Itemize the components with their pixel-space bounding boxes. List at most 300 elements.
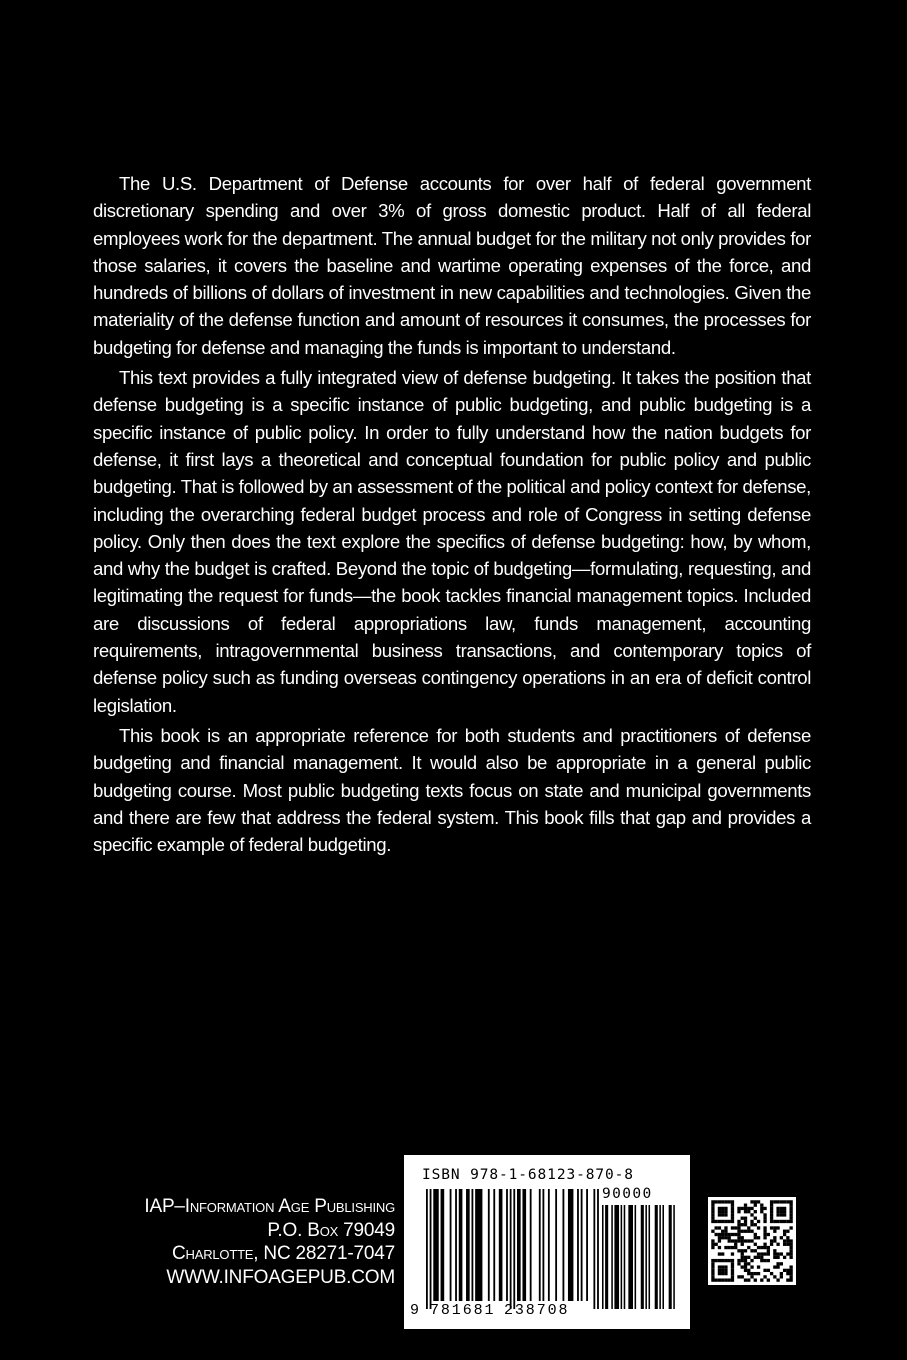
qr-module [763, 1230, 766, 1233]
qr-module [783, 1269, 786, 1272]
addon-barcode-bar [659, 1205, 661, 1309]
qr-module [763, 1213, 766, 1216]
addon-barcode-bar [628, 1205, 633, 1309]
barcode-digits-left: 781681 [430, 1302, 496, 1319]
qr-module [711, 1265, 714, 1268]
qr-module [780, 1207, 783, 1210]
qr-module [760, 1252, 763, 1255]
qr-module [741, 1259, 744, 1262]
addon-barcode-bar [645, 1205, 647, 1309]
qr-module [776, 1226, 779, 1229]
qr-module [750, 1275, 753, 1278]
qr-module [783, 1233, 786, 1236]
qr-module [721, 1272, 724, 1275]
qr-module [724, 1236, 727, 1239]
qr-module [770, 1226, 773, 1229]
qr-module [724, 1210, 727, 1213]
qr-module [754, 1210, 757, 1213]
qr-module [711, 1275, 714, 1278]
qr-module [789, 1256, 792, 1259]
qr-module [776, 1220, 779, 1223]
qr-module [786, 1278, 789, 1281]
qr-module [744, 1239, 747, 1242]
qr-module [750, 1230, 753, 1233]
qr-module [763, 1252, 766, 1255]
blurb-paragraph-1: The U.S. Department of Defense accounts for over half of federal government discretionary spending and over 3% of gross domestic product. Half of all federal employees work for the department. The annual budget for the military not only provides for those salaries, it covers the baseline and wartime operating expenses of the force, and hundreds of billions of dollars of investment in new capabilities and technologies. Given the materiality of the defense function and amount of resources it consumes, the processes for budgeting for defense and managing the funds is important to understand. [93, 173, 811, 358]
qr-module [724, 1220, 727, 1223]
qr-module [786, 1272, 789, 1275]
qr-module [718, 1252, 721, 1255]
qr-module [754, 1278, 757, 1281]
qr-module [757, 1256, 760, 1259]
qr-module [734, 1226, 737, 1229]
addon-barcode-bar [635, 1205, 637, 1309]
qr-module [757, 1272, 760, 1275]
qr-module [744, 1265, 747, 1268]
qr-module [721, 1252, 724, 1255]
qr-module [731, 1246, 734, 1249]
qr-module [744, 1207, 747, 1210]
qr-module [789, 1243, 792, 1246]
barcode-guard-bar [593, 1189, 595, 1309]
qr-module [754, 1272, 757, 1275]
barcode-bar [568, 1189, 573, 1301]
qr-module [741, 1207, 744, 1210]
publisher-address [70, 1195, 395, 1289]
qr-module [763, 1236, 766, 1239]
qr-module [757, 1200, 760, 1203]
qr-module [760, 1256, 763, 1259]
qr-module [763, 1233, 766, 1236]
qr-module [721, 1233, 724, 1236]
qr-module [754, 1233, 757, 1236]
qr-module [741, 1239, 744, 1242]
qr-module [711, 1272, 714, 1275]
qr-module [747, 1210, 750, 1213]
qr-module [776, 1200, 779, 1203]
qr-module [711, 1220, 714, 1223]
qr-module [721, 1230, 724, 1233]
qr-module [780, 1210, 783, 1213]
barcode-bar [475, 1189, 482, 1301]
qr-module [737, 1220, 740, 1223]
qr-module [737, 1230, 740, 1233]
qr-module [747, 1278, 750, 1281]
qr-module [711, 1207, 714, 1210]
qr-module [711, 1204, 714, 1207]
qr-module [786, 1269, 789, 1272]
qr-module [711, 1210, 714, 1213]
qr-module [721, 1210, 724, 1213]
qr-module [780, 1220, 783, 1223]
qr-module [741, 1223, 744, 1226]
qr-module [737, 1236, 740, 1239]
qr-module [718, 1269, 721, 1272]
qr-module [757, 1252, 760, 1255]
qr-module [767, 1278, 770, 1281]
qr-module [731, 1220, 734, 1223]
qr-module [750, 1223, 753, 1226]
qr-module [737, 1210, 740, 1213]
qr-module [760, 1246, 763, 1249]
qr-module [715, 1233, 718, 1236]
qr-module [776, 1262, 779, 1265]
qr-module [728, 1259, 731, 1262]
qr-module [728, 1220, 731, 1223]
qr-module [789, 1275, 792, 1278]
qr-module [747, 1262, 750, 1265]
qr-module [783, 1200, 786, 1203]
qr-module [783, 1220, 786, 1223]
qr-module [789, 1220, 792, 1223]
qr-module [770, 1243, 773, 1246]
qr-module [789, 1226, 792, 1229]
qr-module [741, 1236, 744, 1239]
qr-module [737, 1223, 740, 1226]
qr-module [744, 1204, 747, 1207]
qr-module [789, 1246, 792, 1249]
qr-module [760, 1259, 763, 1262]
qr-module [750, 1249, 753, 1252]
qr-module [737, 1275, 740, 1278]
qr-module [724, 1200, 727, 1203]
qr-module [721, 1207, 724, 1210]
qr-module [750, 1259, 753, 1262]
qr-module [786, 1236, 789, 1239]
barcode-bar [522, 1189, 526, 1301]
qr-module [731, 1262, 734, 1265]
qr-module [750, 1200, 753, 1203]
publisher-website: WWW.INFOAGEPUB.COM [166, 1266, 395, 1288]
qr-module [731, 1226, 734, 1229]
qr-module [760, 1207, 763, 1210]
barcode-bar [493, 1189, 495, 1301]
qr-module [734, 1239, 737, 1242]
qr-module [744, 1269, 747, 1272]
qr-module [789, 1210, 792, 1213]
qr-module [731, 1272, 734, 1275]
qr-module [757, 1220, 760, 1223]
qr-module [721, 1259, 724, 1262]
qr-module [744, 1210, 747, 1213]
qr-module [754, 1256, 757, 1259]
qr-module [767, 1259, 770, 1262]
qr-module [711, 1239, 714, 1242]
barcode-bar [563, 1189, 565, 1301]
qr-module [767, 1269, 770, 1272]
barcode-bar [466, 1189, 470, 1301]
barcode-guard-bar [513, 1189, 515, 1309]
publisher-city: Charlotte, NC 28271-7047 [172, 1243, 395, 1264]
barcode-bar [506, 1189, 508, 1301]
qr-module [724, 1230, 727, 1233]
qr-module [724, 1246, 727, 1249]
barcode-bar [450, 1189, 452, 1301]
qr-module [731, 1207, 734, 1210]
qr-module [760, 1278, 763, 1281]
qr-module [757, 1246, 760, 1249]
qr-module [776, 1243, 779, 1246]
barcode-bar [581, 1189, 583, 1301]
barcode-bar [517, 1189, 521, 1301]
qr-module [718, 1220, 721, 1223]
qr-module [773, 1239, 776, 1242]
barcode-bar [577, 1189, 579, 1301]
qr-module [728, 1236, 731, 1239]
qr-module [780, 1262, 783, 1265]
qr-module [718, 1265, 721, 1268]
qr-module [780, 1252, 783, 1255]
qr-module [741, 1256, 744, 1259]
qr-module [724, 1213, 727, 1216]
qr-module [711, 1262, 714, 1265]
qr-module [721, 1236, 724, 1239]
qr-module [754, 1249, 757, 1252]
qr-module [721, 1269, 724, 1272]
qr-module [767, 1252, 770, 1255]
qr-module [767, 1233, 770, 1236]
barcode-bar [459, 1189, 463, 1301]
qr-module [731, 1269, 734, 1272]
qr-module [734, 1243, 737, 1246]
qr-module [734, 1246, 737, 1249]
qr-module [750, 1272, 753, 1275]
barcode-bar [472, 1189, 474, 1301]
qr-module [770, 1220, 773, 1223]
addon-barcode-bar [649, 1205, 651, 1309]
qr-module [786, 1220, 789, 1223]
qr-module [715, 1200, 718, 1203]
qr-module [763, 1259, 766, 1262]
qr-module [724, 1272, 727, 1275]
addon-barcode-bar [602, 1205, 604, 1309]
qr-module [744, 1259, 747, 1262]
qr-module [731, 1217, 734, 1220]
qr-module [754, 1204, 757, 1207]
barcode-guard-bar [426, 1189, 428, 1309]
qr-module [783, 1210, 786, 1213]
qr-module [789, 1278, 792, 1281]
qr-module [718, 1210, 721, 1213]
qr-module [773, 1236, 776, 1239]
qr-module [718, 1226, 721, 1229]
qr-module [711, 1243, 714, 1246]
qr-module [718, 1246, 721, 1249]
qr-module [773, 1200, 776, 1203]
blurb-paragraph-3: This book is an appropriate reference for both students and practitioners of defense budgeting and financial management. It would also be appropriate in a general public budgeting course. Most public budgeting texts focus on state and municipal governments and there are few that address the federal system. This book fills that gap and provides a specific example of federal budgeting. [93, 724, 811, 856]
barcode-bar [433, 1189, 438, 1301]
barcode-guard-bar [430, 1189, 432, 1309]
qr-module [715, 1259, 718, 1262]
qr-module [773, 1275, 776, 1278]
qr-module [715, 1278, 718, 1281]
qr-module [737, 1226, 740, 1229]
qr-module [724, 1269, 727, 1272]
qr-module [776, 1265, 779, 1268]
qr-module [747, 1246, 750, 1249]
qr-module [770, 1210, 773, 1213]
barcode-digits-right: 238708 [504, 1302, 570, 1319]
qr-module [760, 1210, 763, 1213]
qr-module [731, 1278, 734, 1281]
qr-module [711, 1269, 714, 1272]
qr-module [744, 1217, 747, 1220]
qr-module [763, 1275, 766, 1278]
qr-module [724, 1207, 727, 1210]
qr-module [773, 1226, 776, 1229]
qr-module [783, 1213, 786, 1216]
qr-module [773, 1256, 776, 1259]
qr-module [744, 1230, 747, 1233]
qr-module [731, 1200, 734, 1203]
qr-module [737, 1233, 740, 1236]
qr-module [750, 1265, 753, 1268]
qr-module [744, 1256, 747, 1259]
isbn-label: ISBN 978-1-68123-870-8 [422, 1167, 634, 1183]
qr-module [770, 1217, 773, 1220]
barcode-digit-first: 9 [410, 1302, 420, 1319]
qr-module [724, 1265, 727, 1268]
qr-module [737, 1207, 740, 1210]
qr-module [718, 1233, 721, 1236]
qr-module [754, 1223, 757, 1226]
qr-module [770, 1204, 773, 1207]
qr-module [767, 1246, 770, 1249]
qr-module [724, 1278, 727, 1281]
addon-barcode-bar [641, 1205, 644, 1309]
qr-module [763, 1220, 766, 1223]
qr-module [731, 1239, 734, 1242]
qr-module [783, 1239, 786, 1242]
qr-module [711, 1259, 714, 1262]
qr-module [747, 1256, 750, 1259]
qr-module [773, 1220, 776, 1223]
qr-module [763, 1217, 766, 1220]
qr-module [741, 1249, 744, 1252]
qr-module [789, 1265, 792, 1268]
qr-module [763, 1269, 766, 1272]
qr-module [763, 1207, 766, 1210]
qr-module [754, 1200, 757, 1203]
barcode-bar [455, 1189, 457, 1301]
qr-module [776, 1256, 779, 1259]
qr-module [763, 1243, 766, 1246]
qr-module [783, 1230, 786, 1233]
qr-module [780, 1200, 783, 1203]
addon-barcode-bar [621, 1205, 623, 1309]
qr-module [711, 1246, 714, 1249]
qr-module [786, 1239, 789, 1242]
addon-barcode-bar [614, 1205, 619, 1309]
qr-module [711, 1278, 714, 1281]
qr-code-icon [708, 1197, 796, 1285]
qr-module [715, 1220, 718, 1223]
qr-module [711, 1200, 714, 1203]
qr-module [718, 1236, 721, 1239]
qr-module [789, 1213, 792, 1216]
qr-module [750, 1220, 753, 1223]
qr-module [731, 1252, 734, 1255]
qr-module [789, 1269, 792, 1272]
qr-module [718, 1207, 721, 1210]
qr-module [767, 1249, 770, 1252]
qr-module [741, 1243, 744, 1246]
qr-module [770, 1272, 773, 1275]
qr-module [770, 1239, 773, 1242]
qr-module [718, 1272, 721, 1275]
publisher-name: IAP–Information Age Publishing [144, 1196, 395, 1217]
qr-module [780, 1272, 783, 1275]
qr-module [780, 1213, 783, 1216]
qr-module [728, 1278, 731, 1281]
qr-module [789, 1200, 792, 1203]
addon-barcode-bar [662, 1205, 664, 1309]
qr-module [728, 1239, 731, 1242]
qr-module [770, 1207, 773, 1210]
qr-module [786, 1243, 789, 1246]
qr-module [789, 1272, 792, 1275]
qr-module [773, 1265, 776, 1268]
barcode-guard-bar [510, 1189, 512, 1309]
qr-module [747, 1239, 750, 1242]
qr-module [744, 1220, 747, 1223]
qr-module [711, 1217, 714, 1220]
qr-module [754, 1243, 757, 1246]
qr-module [721, 1200, 724, 1203]
qr-module [773, 1252, 776, 1255]
qr-module [750, 1207, 753, 1210]
qr-module [721, 1265, 724, 1268]
qr-module [789, 1207, 792, 1210]
qr-module [776, 1252, 779, 1255]
qr-module [747, 1226, 750, 1229]
qr-module [786, 1252, 789, 1255]
qr-module [731, 1259, 734, 1262]
qr-module [744, 1262, 747, 1265]
qr-module [750, 1213, 753, 1216]
qr-module [757, 1226, 760, 1229]
price-code: 90000 [602, 1186, 653, 1202]
qr-module [741, 1217, 744, 1220]
barcode-bar [542, 1189, 544, 1301]
qr-module [715, 1226, 718, 1229]
qr-module [789, 1217, 792, 1220]
qr-module [773, 1230, 776, 1233]
qr-module [737, 1262, 740, 1265]
qr-module [728, 1233, 731, 1236]
qr-module [783, 1207, 786, 1210]
qr-module [786, 1200, 789, 1203]
qr-module [728, 1246, 731, 1249]
barcode-guard-bar [597, 1189, 599, 1309]
qr-module [744, 1278, 747, 1281]
barcode-bar [539, 1189, 541, 1301]
qr-module [718, 1239, 721, 1242]
barcode-bar [441, 1189, 445, 1301]
qr-module [731, 1233, 734, 1236]
qr-module [715, 1243, 718, 1246]
qr-module [760, 1204, 763, 1207]
publisher-po-box: P.O. Box 79049 [267, 1219, 395, 1241]
qr-module [718, 1200, 721, 1203]
addon-barcode-bar [605, 1205, 608, 1309]
qr-module [789, 1239, 792, 1242]
qr-module [711, 1213, 714, 1216]
qr-module [731, 1210, 734, 1213]
qr-module [718, 1259, 721, 1262]
qr-module [731, 1265, 734, 1268]
qr-module [737, 1259, 740, 1262]
